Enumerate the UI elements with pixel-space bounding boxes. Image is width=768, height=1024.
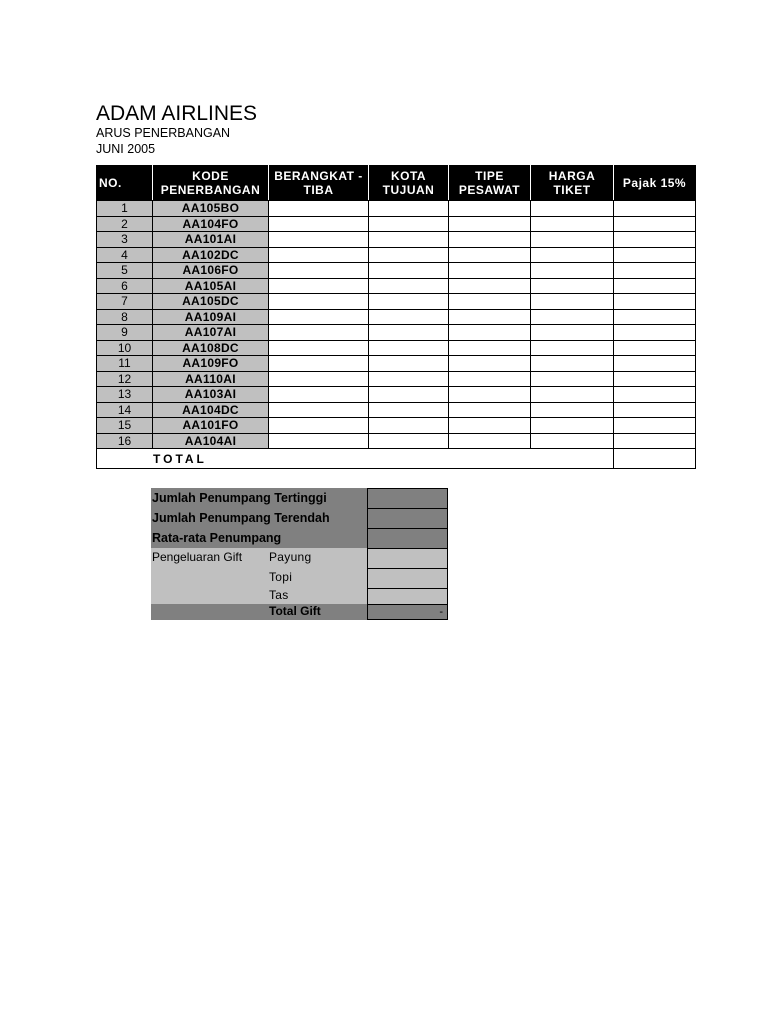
- flight-code: AA108DC: [153, 340, 269, 356]
- row-number: 8: [97, 309, 153, 325]
- kota-tujuan-cell[interactable]: [369, 433, 449, 449]
- flight-code: AA109AI: [153, 309, 269, 325]
- col-header-berangkat: BERANGKAT - TIBA: [269, 166, 369, 201]
- row-number: 6: [97, 278, 153, 294]
- row-number: 13: [97, 387, 153, 403]
- pajak-cell[interactable]: [614, 418, 696, 434]
- flight-code: AA105AI: [153, 278, 269, 294]
- flight-code: AA106FO: [153, 263, 269, 279]
- tipe-pesawat-cell[interactable]: [449, 356, 531, 372]
- tipe-pesawat-cell[interactable]: [449, 325, 531, 341]
- table-row: [97, 433, 696, 449]
- flight-code: AA102DC: [153, 247, 269, 263]
- gift-tas-value[interactable]: [367, 588, 448, 605]
- row-number: 4: [97, 247, 153, 263]
- row-number: 16: [97, 433, 153, 449]
- berangkat-tiba-cell[interactable]: [269, 433, 369, 449]
- flight-code: AA104DC: [153, 402, 269, 418]
- total-row: [97, 449, 696, 469]
- kota-tujuan-cell[interactable]: [369, 356, 449, 372]
- flight-code: AA104FO: [153, 216, 269, 232]
- pajak-cell[interactable]: [614, 294, 696, 310]
- tipe-pesawat-cell[interactable]: [449, 216, 531, 232]
- flight-table: [96, 165, 696, 469]
- document-subtitle: ARUS PENERBANGAN: [96, 126, 231, 140]
- table-row: [97, 232, 696, 248]
- kota-tujuan-cell[interactable]: [369, 294, 449, 310]
- berangkat-tiba-cell[interactable]: [269, 278, 369, 294]
- col-header-kota: KOTA TUJUAN: [369, 166, 449, 201]
- gift-item-topi: Topi: [269, 570, 293, 584]
- kota-tujuan-cell[interactable]: [369, 278, 449, 294]
- tipe-pesawat-cell[interactable]: [449, 387, 531, 403]
- pajak-cell[interactable]: [614, 387, 696, 403]
- total-gift-label: Total Gift: [269, 604, 321, 618]
- row-number: 11: [97, 356, 153, 372]
- tipe-pesawat-cell[interactable]: [449, 232, 531, 248]
- flight-code: AA101AI: [153, 232, 269, 248]
- gift-item-payung: Payung: [269, 550, 312, 564]
- gift-item-tas: Tas: [269, 588, 289, 602]
- document-title: ADAM AIRLINES: [96, 102, 258, 125]
- pajak-cell[interactable]: [614, 371, 696, 387]
- harga-tiket-cell[interactable]: [531, 356, 614, 372]
- flight-code: AA109FO: [153, 356, 269, 372]
- row-number: 12: [97, 371, 153, 387]
- berangkat-tiba-cell[interactable]: [269, 309, 369, 325]
- berangkat-tiba-cell[interactable]: [269, 232, 369, 248]
- tipe-pesawat-cell[interactable]: [449, 418, 531, 434]
- table-row: [97, 201, 696, 217]
- pajak-cell[interactable]: [614, 433, 696, 449]
- harga-tiket-cell[interactable]: [531, 232, 614, 248]
- total-gift-value[interactable]: -: [367, 604, 448, 620]
- total-pajak-cell[interactable]: [614, 449, 696, 469]
- gift-payung-value[interactable]: [367, 548, 448, 569]
- row-number: 10: [97, 340, 153, 356]
- berangkat-tiba-cell[interactable]: [269, 325, 369, 341]
- pajak-cell[interactable]: [614, 325, 696, 341]
- pajak-cell[interactable]: [614, 232, 696, 248]
- col-header-pajak: Pajak 15%: [614, 166, 696, 201]
- harga-tiket-cell[interactable]: [531, 309, 614, 325]
- summary-highest-value[interactable]: [367, 488, 448, 509]
- pajak-cell[interactable]: [614, 356, 696, 372]
- kota-tujuan-cell[interactable]: [369, 216, 449, 232]
- table-row: [97, 402, 696, 418]
- berangkat-tiba-cell[interactable]: [269, 263, 369, 279]
- pajak-cell[interactable]: [614, 201, 696, 217]
- harga-tiket-cell[interactable]: [531, 433, 614, 449]
- tipe-pesawat-cell[interactable]: [449, 278, 531, 294]
- harga-tiket-cell[interactable]: [531, 278, 614, 294]
- row-number: 15: [97, 418, 153, 434]
- tipe-pesawat-cell[interactable]: [449, 309, 531, 325]
- summary-lowest-value[interactable]: [367, 508, 448, 529]
- table-row: [97, 309, 696, 325]
- berangkat-tiba-cell[interactable]: [269, 201, 369, 217]
- row-number: 7: [97, 294, 153, 310]
- gift-topi-value[interactable]: [367, 568, 448, 589]
- kota-tujuan-cell[interactable]: [369, 309, 449, 325]
- berangkat-tiba-cell[interactable]: [269, 387, 369, 403]
- table-row: [97, 387, 696, 403]
- harga-tiket-cell[interactable]: [531, 418, 614, 434]
- tipe-pesawat-cell[interactable]: [449, 201, 531, 217]
- kota-tujuan-cell[interactable]: [369, 340, 449, 356]
- harga-tiket-cell[interactable]: [531, 216, 614, 232]
- kota-tujuan-cell[interactable]: [369, 232, 449, 248]
- summary-lowest-label: Jumlah Penumpang Terendah: [151, 508, 367, 528]
- pajak-cell[interactable]: [614, 216, 696, 232]
- table-row: [97, 294, 696, 310]
- row-number: 3: [97, 232, 153, 248]
- pajak-cell[interactable]: [614, 309, 696, 325]
- table-row: [97, 325, 696, 341]
- table-row: [97, 371, 696, 387]
- flight-code: AA103AI: [153, 387, 269, 403]
- kota-tujuan-cell[interactable]: [369, 263, 449, 279]
- pajak-cell[interactable]: [614, 278, 696, 294]
- flight-code: AA104AI: [153, 433, 269, 449]
- harga-tiket-cell[interactable]: [531, 340, 614, 356]
- row-number: 1: [97, 201, 153, 217]
- kota-tujuan-cell[interactable]: [369, 201, 449, 217]
- summary-block: [151, 488, 448, 620]
- kota-tujuan-cell[interactable]: [369, 371, 449, 387]
- row-number: 9: [97, 325, 153, 341]
- kota-tujuan-cell[interactable]: [369, 387, 449, 403]
- berangkat-tiba-cell[interactable]: [269, 294, 369, 310]
- table-row: [97, 340, 696, 356]
- berangkat-tiba-cell[interactable]: [269, 247, 369, 263]
- berangkat-tiba-cell[interactable]: [269, 340, 369, 356]
- kota-tujuan-cell[interactable]: [369, 325, 449, 341]
- harga-tiket-cell[interactable]: [531, 294, 614, 310]
- document-period: JUNI 2005: [96, 142, 156, 156]
- summary-average-value[interactable]: [367, 528, 448, 549]
- flight-code: AA107AI: [153, 325, 269, 341]
- table-row: [97, 247, 696, 263]
- summary-average-label: Rata-rata Penumpang: [151, 528, 367, 548]
- col-header-kode: KODE PENERBANGAN: [153, 166, 269, 201]
- row-number: 5: [97, 263, 153, 279]
- row-number: 14: [97, 402, 153, 418]
- tipe-pesawat-cell[interactable]: [449, 402, 531, 418]
- table-row: [97, 278, 696, 294]
- col-header-harga: HARGA TIKET: [531, 166, 614, 201]
- pajak-cell[interactable]: [614, 340, 696, 356]
- tipe-pesawat-cell[interactable]: [449, 247, 531, 263]
- pajak-cell[interactable]: [614, 247, 696, 263]
- table-row: [97, 216, 696, 232]
- col-header-no: NO.: [97, 166, 153, 201]
- harga-tiket-cell[interactable]: [531, 371, 614, 387]
- kota-tujuan-cell[interactable]: [369, 402, 449, 418]
- summary-highest-label: Jumlah Penumpang Tertinggi: [151, 488, 367, 508]
- table-row: [97, 418, 696, 434]
- flight-code: AA105DC: [153, 294, 269, 310]
- table-row: [97, 263, 696, 279]
- pajak-cell[interactable]: [614, 402, 696, 418]
- harga-tiket-cell[interactable]: [531, 247, 614, 263]
- harga-tiket-cell[interactable]: [531, 402, 614, 418]
- harga-tiket-cell[interactable]: [531, 325, 614, 341]
- gift-title: Pengeluaran Gift: [152, 550, 243, 564]
- tipe-pesawat-cell[interactable]: [449, 340, 531, 356]
- tipe-pesawat-cell[interactable]: [449, 263, 531, 279]
- harga-tiket-cell[interactable]: [531, 263, 614, 279]
- berangkat-tiba-cell[interactable]: [269, 418, 369, 434]
- flight-code: AA101FO: [153, 418, 269, 434]
- table-header-row: [97, 166, 696, 201]
- row-number: 2: [97, 216, 153, 232]
- tipe-pesawat-cell[interactable]: [449, 433, 531, 449]
- table-row: [97, 356, 696, 372]
- harga-tiket-cell[interactable]: [531, 201, 614, 217]
- berangkat-tiba-cell[interactable]: [269, 216, 369, 232]
- berangkat-tiba-cell[interactable]: [269, 356, 369, 372]
- pajak-cell[interactable]: [614, 263, 696, 279]
- tipe-pesawat-cell[interactable]: [449, 371, 531, 387]
- total-gift-bar: [151, 604, 367, 620]
- flight-code: AA110AI: [153, 371, 269, 387]
- kota-tujuan-cell[interactable]: [369, 247, 449, 263]
- harga-tiket-cell[interactable]: [531, 387, 614, 403]
- flight-code: AA105BO: [153, 201, 269, 217]
- tipe-pesawat-cell[interactable]: [449, 294, 531, 310]
- total-label: TOTAL: [97, 449, 614, 469]
- kota-tujuan-cell[interactable]: [369, 418, 449, 434]
- col-header-tipe: TIPE PESAWAT: [449, 166, 531, 201]
- berangkat-tiba-cell[interactable]: [269, 402, 369, 418]
- berangkat-tiba-cell[interactable]: [269, 371, 369, 387]
